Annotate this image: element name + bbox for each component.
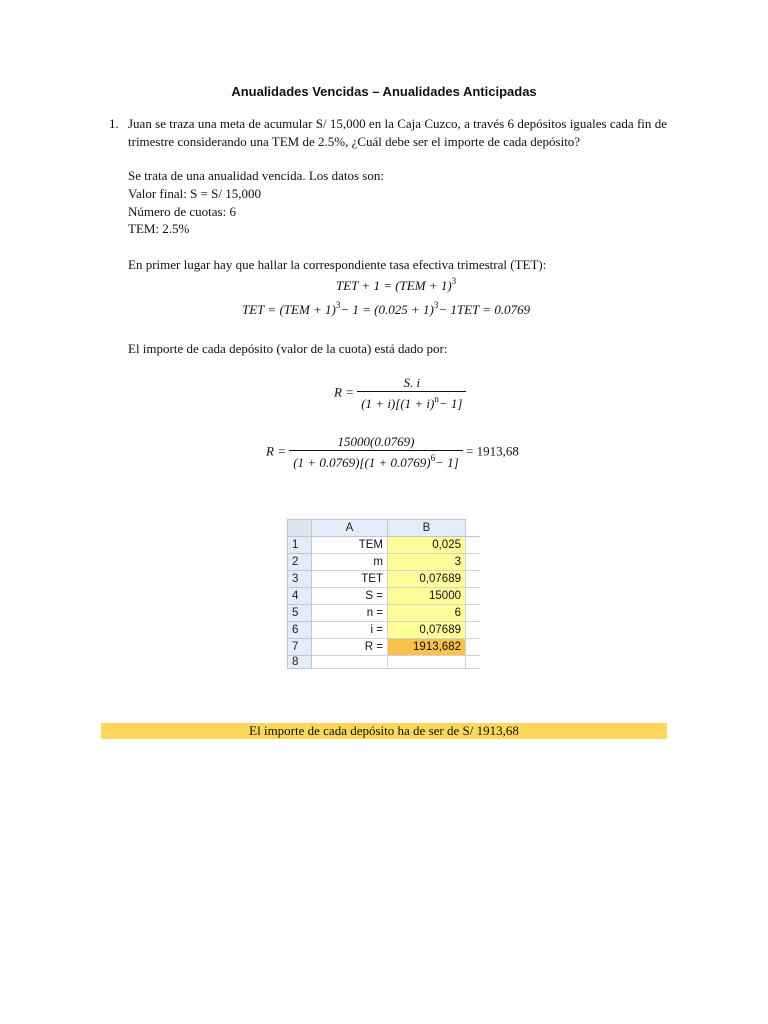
cell-b3: 0,07689 — [388, 571, 466, 588]
table-row — [288, 571, 480, 588]
column-header-a: A — [312, 520, 388, 537]
cell-a6: i = — [312, 622, 388, 639]
table-row — [288, 554, 480, 571]
table-row — [288, 639, 480, 656]
cell-b4: 15000 — [388, 588, 466, 605]
table-row — [288, 588, 480, 605]
cell-a4: S = — [312, 588, 388, 605]
table-row — [288, 622, 480, 639]
problem-number: 1. — [109, 116, 119, 131]
cell-b2: 3 — [388, 554, 466, 571]
data-line-final-value: Valor final: S = S/ 15,000 — [128, 186, 261, 201]
cell-b5: 6 — [388, 605, 466, 622]
sheet-corner — [288, 520, 312, 537]
row-number: 4 — [288, 588, 312, 605]
row-number: 8 — [288, 656, 312, 669]
data-line-installments: Número de cuotas: 6 — [128, 204, 236, 219]
column-header-b: B — [388, 520, 466, 537]
conclusion-banner: El importe de cada depósito ha de ser de S/ 1913,68 — [101, 723, 667, 739]
row-number: 2 — [288, 554, 312, 571]
row-number: 3 — [288, 571, 312, 588]
cell-b7-result: 1913,682 — [388, 639, 466, 656]
row-number: 7 — [288, 639, 312, 656]
equation-annuity-formula: R = $\frac{S. i}{(1 + i)[(1 + i)^n- 1]}$ — [334, 375, 466, 412]
equation-tet-calculation: TET = $(TEM + 1)^3- 1 = (0.025 + 1)^3- 1TET = 0.0769$ — [242, 300, 531, 317]
step1-text: En primer lugar hay que hallar la correspondiente tasa efectiva trimestral (TET): — [128, 257, 547, 272]
cell-a3: TET — [312, 571, 388, 588]
step2-text: El importe de cada depósito (valor de la cuota) está dado por: — [128, 341, 448, 356]
cell-a7: R = — [312, 639, 388, 656]
table-row — [288, 537, 480, 554]
document-title: Anualidades Vencidas – Anualidades Anticipadas — [231, 84, 537, 99]
cell-b6: 0,07689 — [388, 622, 466, 639]
row-number: 5 — [288, 605, 312, 622]
column-header-c — [466, 520, 480, 537]
equation-annuity-substitution: R = $\frac{15000(0.0769)}{(1 + 0.0769)[(1 + 0.0769)^6- 1]}$ = 1913,68 — [266, 434, 519, 470]
cell-a5: n = — [312, 605, 388, 622]
cell-b1: 0,025 — [388, 537, 466, 554]
table-row — [288, 656, 480, 669]
row-number: 6 — [288, 622, 312, 639]
table-row — [288, 605, 480, 622]
cell-a2: m — [312, 554, 388, 571]
row-number: 1 — [288, 537, 312, 554]
problem-statement: Juan se traza una meta de acumular S/ 15,000 en la Caja Cuzco, a través 6 depósitos iguales cada fin de trimestre considerando una TEM de 2.5%, ¿Cuál debe ser el importe de cada depósito? — [128, 116, 667, 149]
equation-tet-definition: TET + 1 = (TEM + 1)$^3$ — [336, 276, 457, 293]
cell-a1: TEM — [312, 537, 388, 554]
data-line-tem: TEM: 2.5% — [128, 221, 190, 236]
spreadsheet-screenshot — [287, 519, 480, 669]
problem-intro: Se trata de una anualidad vencida. Los datos son: — [128, 168, 384, 183]
